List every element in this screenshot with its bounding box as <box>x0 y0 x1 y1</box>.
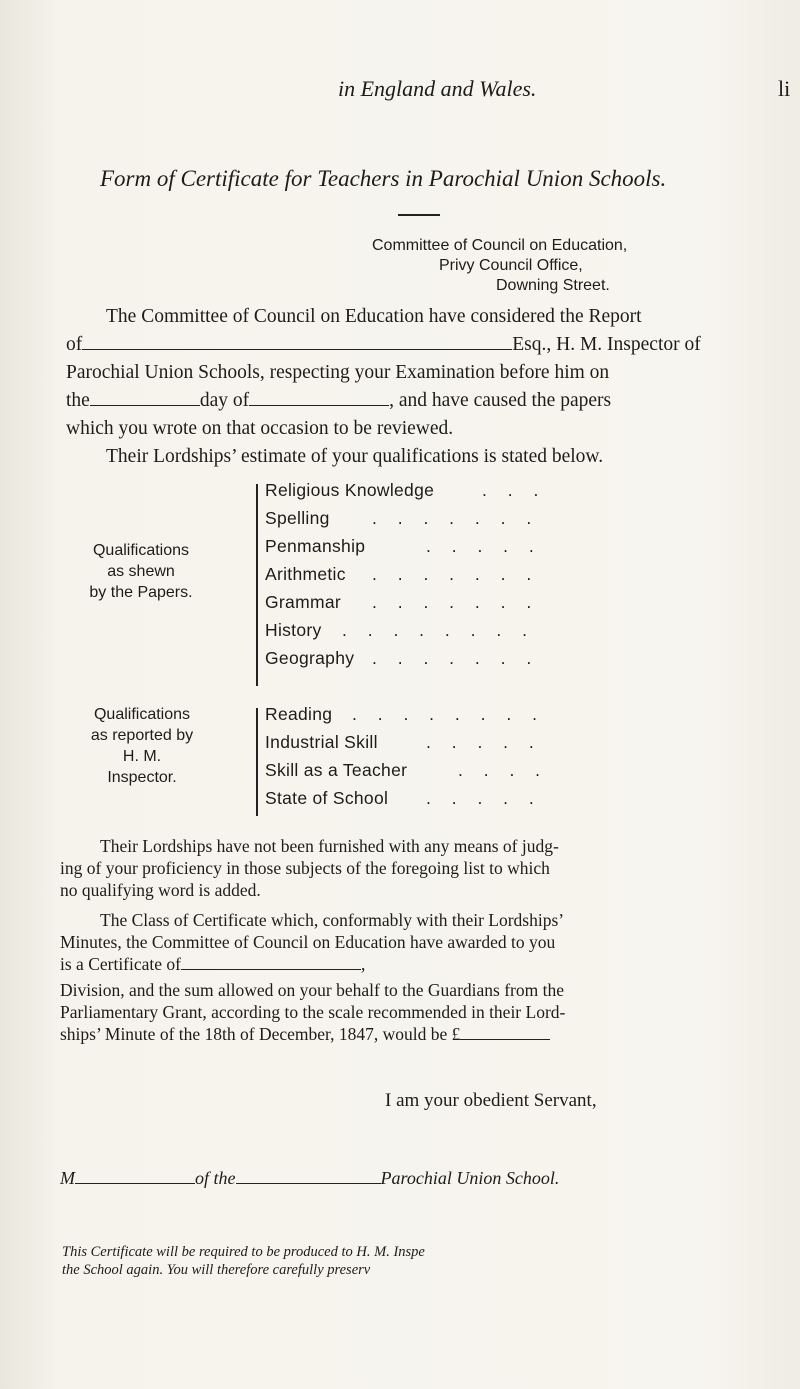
group2-brace <box>256 708 258 816</box>
address-line-1: Committee of Council on Education, <box>372 237 628 254</box>
dot-leader: . . . . . . . <box>372 592 540 612</box>
signature-mid: of the <box>195 1168 236 1188</box>
para2-line-3: is a Certificate of , <box>60 954 366 974</box>
para2-line-5: Parliamentary Grant, according to the scale recommended in their Lord- <box>60 1002 566 1022</box>
intro-line-4 <box>66 390 611 412</box>
subject-spelling: Spelling <box>265 508 330 528</box>
signature-end: Parochial Union School. <box>380 1168 560 1188</box>
subject-industrial-skill: Industrial Skill <box>265 732 378 752</box>
group2-label-line: Qualifications <box>93 706 191 723</box>
dot-leader: . . . . . <box>426 788 542 808</box>
footnote-line-1: This Certificate will be required to be produced to H. M. Inspe <box>62 1244 425 1260</box>
address-line-2: Privy Council Office, <box>439 257 583 274</box>
group1-label <box>66 540 216 603</box>
closing-salutation: I am your obedient Servant, <box>385 1090 597 1111</box>
running-title: in England and Wales. <box>338 76 537 101</box>
dot-leader: . . . . . . . <box>372 648 540 668</box>
subject-state-of-school: State of School <box>265 788 389 808</box>
para2-line-6 <box>60 1024 550 1045</box>
group1-label-line: by the Papers. <box>89 584 193 601</box>
para2-line-6-text: ships’ Minute of the 18th of December, 1847, would be £ <box>60 1024 461 1044</box>
day-blank <box>90 391 200 406</box>
group2-label-line: Inspector. <box>107 769 177 786</box>
group1-label-line: as shewn <box>107 563 175 580</box>
subject-reading: Reading <box>265 704 333 724</box>
intro-line-1: The Committee of Council on Education have considered the Report <box>106 306 642 327</box>
group2-label-line: H. M. <box>122 748 162 765</box>
certificate-class-blank <box>181 955 361 970</box>
group1-brace <box>256 484 258 686</box>
para1-line-1: Their Lordships have not been furnished with any means of judg- <box>100 836 559 856</box>
para1-line-3: no qualifying word is added. <box>60 880 261 900</box>
intro-line-4-start: the <box>66 390 90 411</box>
subject-penmanship: Penmanship <box>265 536 366 556</box>
title-divider <box>398 214 440 216</box>
group1-label-line: Qualifications <box>92 542 190 559</box>
group2-label-line: as reported by <box>90 727 194 744</box>
intro-line-6: Their Lordships’ estimate of your qualifications is stated below. <box>106 446 604 467</box>
reporter-name-blank <box>82 335 512 350</box>
dot-leader: . . . . . <box>426 732 542 752</box>
amount-blank <box>460 1025 550 1040</box>
dot-leader: . . . . . <box>426 536 542 556</box>
para2-line-1: The Class of Certificate which, conformably with their Lordships’ <box>100 910 565 930</box>
teacher-name-blank <box>75 1171 195 1184</box>
para2-line-4: Division, and the sum allowed on your behalf to the Guardians from the <box>60 980 564 1000</box>
para2-line-2: Minutes, the Committee of Council on Education have awarded to you <box>60 932 556 952</box>
signature-prefix: M <box>60 1168 75 1188</box>
dot-leader: . . . . . . . . <box>342 620 535 640</box>
intro-line-2-start: of <box>66 334 83 355</box>
dot-leader: . . . . . . . . <box>352 704 545 724</box>
intro-line-3: Parochial Union Schools, respecting your Examination before him on <box>66 362 610 383</box>
intro-line-2 <box>66 334 701 356</box>
subject-arithmetic: Arithmetic <box>265 564 346 584</box>
intro-line-2-end: Esq., H. M. Inspector of <box>512 334 701 355</box>
subject-skill-as-teacher: Skill as a Teacher <box>265 760 408 780</box>
dot-leader: . . . . <box>458 760 549 780</box>
dot-leader: . . . . . . . <box>372 564 540 584</box>
month-blank <box>249 391 389 406</box>
footnote-line-2: the School again. You will therefore carefully preserv <box>62 1262 371 1278</box>
para2-line-3-text: is a Certificate of <box>60 954 181 974</box>
group2-label <box>62 704 222 788</box>
signature-line <box>60 1168 559 1189</box>
intro-line-5: which you wrote on that occasion to be reviewed. <box>66 418 454 439</box>
document-title: Form of Certificate for Teachers in Parochial Union Schools. <box>100 166 667 191</box>
address-line-3: Downing Street. <box>496 277 610 294</box>
dot-leader: . . . <box>482 480 547 500</box>
subject-history: History <box>265 620 322 640</box>
page-number: li <box>778 76 791 101</box>
subject-geography: Geography <box>265 648 355 668</box>
subject-religious-knowledge: Religious Knowledge <box>265 480 435 500</box>
para1-line-2: ing of your proficiency in those subjects of the foregoing list to which <box>60 858 550 878</box>
intro-line-4-end: , and have caused the papers <box>389 390 612 411</box>
dot-leader: . . . . . . . <box>372 508 540 528</box>
intro-line-4-mid: day of <box>199 390 250 411</box>
union-name-blank <box>236 1171 381 1184</box>
subject-grammar: Grammar <box>265 592 341 612</box>
